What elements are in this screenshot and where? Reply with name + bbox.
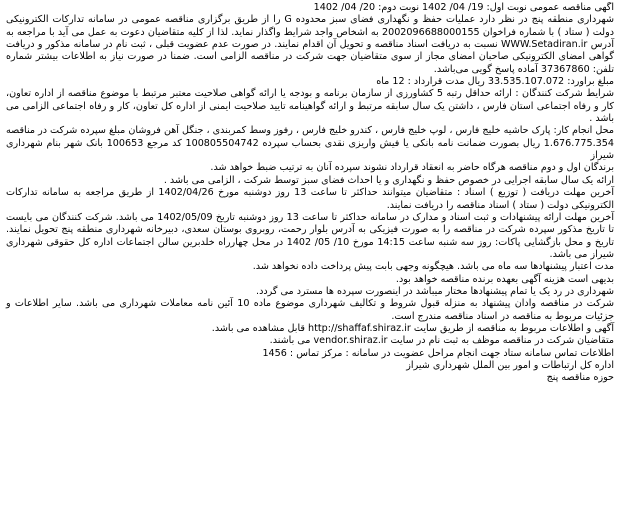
tender-department: حوزه مناقصه پنج <box>546 372 614 384</box>
experience-requirement: ارائه یک سال سابقه اجرایی در خصوص حفظ و نگهداری و یا احداث فضای سبز توسط شرکت ، الزامی می باشد . <box>163 174 614 186</box>
participant-conditions: شرایط شرکت کنندگان : ارائه حداقل رتبه 5 کشاورزی از سازمان برنامه و بودجه یا ارائه گواهی صلاحیت معتبر مرتبط با موضوع مناقصه از اداره تعاون، کار و رفاه اجتماعی استان فارس ، داشتن یک سال سابقه مرتبط و ارائه گواهینامه تایید صلاحیت ایمنی از اداره کل تعاون، کار و رفاه اجتماعی الزامی می باشد . <box>6 88 614 125</box>
work-location-and-deposit: محل انجام کار: پارک حاشیه خلیج فارس ، لوپ خلیج فارس ، کندرو خلیج فارس ، رفوز وسط کمربندی ، جنگل آهن فروشان مبلغ سپرده شرکت در مناقصه 1.676.775.354 ریال بصورت ضمانت نامه بانکی یا فیش واریزی نقدی بحساب سپرده 100805504742 کد مرجع 100653 بانک شهر بنام شهرداری شیراز <box>6 125 614 162</box>
shaffaf-site-note: آگهی و اطلاعات مربوط به مناقصه از طریق سایت http://shaffaf.shiraz.ir قابل مشاهده می باشد. <box>211 322 614 334</box>
vendor-registration-note: متقاضیان شرکت در مناقصه موظف به ثبت نام در سایت vendor.shiraz.ir می باشند. <box>269 335 614 347</box>
ad-cost-note: بدیهی است هزینه آگهی بعهده برنده مناقصه خواهد بود. <box>395 273 614 285</box>
notice-header: آگهی مناقصه عمومی نوبت اول: 19/ 04/ 1402 نوبت دوم: 20/ 04/ 1402 <box>313 2 614 13</box>
document-deadline: آخرین مهلت دریافت ( توزیع ) اسناد : متقاضیان میتوانند حداکثر تا ساعت 13 روز دوشنبه مورخ 1402/04/26 از طریق مراجعه به سامانه تدارکات الکترونیکی دولت ( ستاد ) اسناد مناقصه را دریافت نمایند. <box>6 187 614 211</box>
setad-contact-note: اطلاعات تماس سامانه ستاد جهت انجام مراحل عضویت در سامانه : مرکز تماس : 1456 <box>262 347 614 359</box>
estimated-amount-line: مبلغ برآورد: 33.535.107.072 ریال مدت قرارداد : 12 ماه <box>376 76 614 88</box>
winners-note: برندگان اول و دوم مناقصه هرگاه حاضر به انعقاد قرارداد نشوند سپرده آنان به ترتیب ضبط خواهد شد. <box>210 162 614 174</box>
validity-period: مدت اعتبار پیشنهادها سه ماه می باشد. هیچگونه وجهی بابت پیش پرداخت داده نخواهد شد. <box>252 261 614 273</box>
submission-deadline-and-opening: آخرین مهلت ارائه پیشنهادات و ثبت اسناد و مدارک در سامانه حداکثر تا ساعت 13 روز دوشنبه تاریخ 1402/05/09 می باشد. شرکت کنندگان می بایست تا تاریخ مذکور سپرده شرکت در مناقصه را به صورت فیزیکی به آدرس بلوار رحمت، روبروی بوستان سعدی، دبیرخانه شهرداری منطقه پنج تحویل نمایند. تاریخ و محل بازگشایی پاکات: روز سه شنبه ساعت 14:15 مورخ 10/ 05/ 1402 در محل چهارراه خلدبرین سالن اجتماعات اداره کل حقوقی شهرداری شیراز می باشد. <box>6 211 614 260</box>
terms-acceptance-note: شرکت در مناقصه وادان پیشنهاد به منزله قبول شروط و تکالیف شهرداری موضوع ماده 10 آئین نامه معاملات شهرداری می باشد. سایر اطلاعات و جزئیات مربوط به مناقصه در اسناد مناقصه مندرج است. <box>6 298 615 322</box>
issuing-department: اداره کل ارتباطات و امور بین الملل شهرداری شیراز <box>406 359 614 371</box>
notice-intro-paragraph: شهرداری منطقه پنج در نظر دارد عملیات حفظ و نگهداری فضای سبز محدوده G را از طریق برگزاری مناقصه عمومی در سامانه تدارکات الکترونیکی دولت ( ستاد ) با شماره فراخوان 2002096688000155 به اشخاص واجد شرایط واگذار نماید. لذا از کلیه متقاضیان دعوت به عمل می آید با مراجعه به آدرس WWW.Setadiran.ir نسبت به دریافت اسناد مناقصه و تحویل آن اقدام نمایند. در صورت عدم عضویت قبلی ، ثبت نام در سامانه مذکور و دریافت گواهی امضای الکترونیکی صاحبان امضای مجاز از سوی متقاضیان جهت شرکت در مناقصه الزامی است. ضمنا در صورت نیاز به اطلاعات بیشتر شماره تلفن: 37367860 آماده پاسخ گویی می‌باشد. <box>6 14 615 75</box>
rejection-right-note: شهرداری در رد یک یا تمام پیشنهادها مختار میباشد در اینصورت سپرده ها مسترد می گردد. <box>256 285 614 297</box>
